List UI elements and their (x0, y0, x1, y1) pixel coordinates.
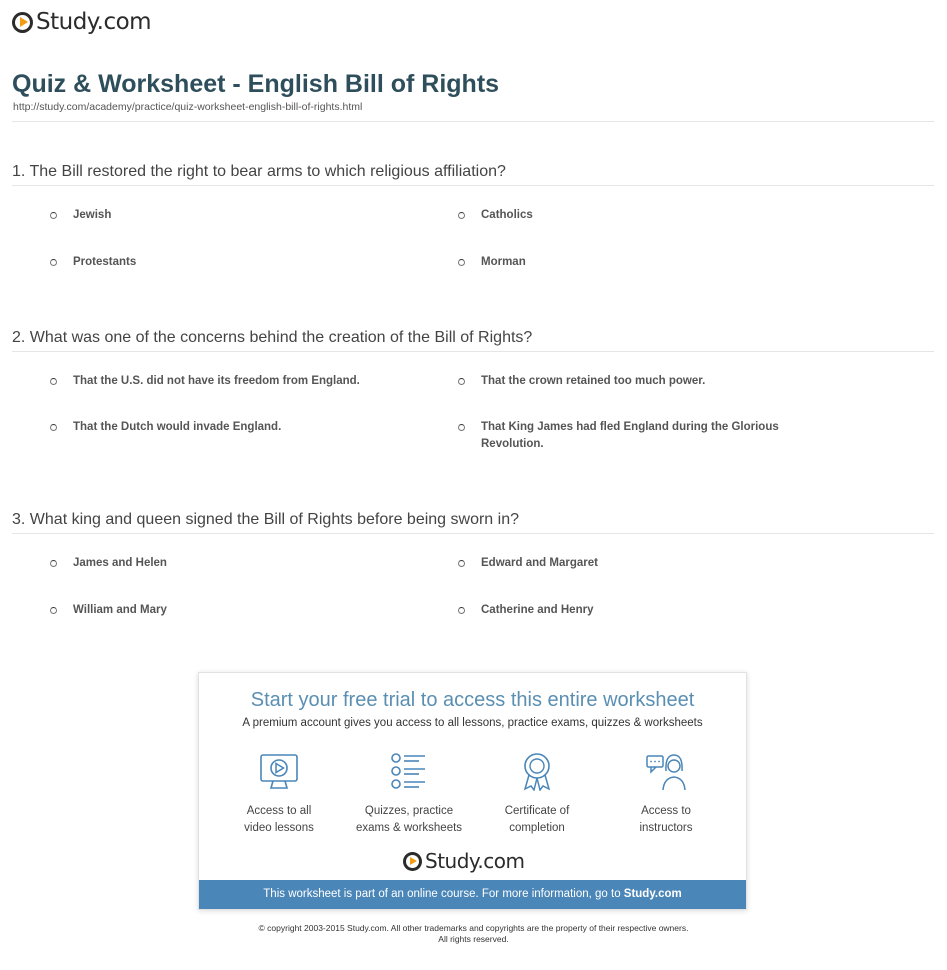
header-divider (12, 121, 934, 122)
option-label[interactable]: Edward and Margaret (481, 557, 598, 569)
certificate-ribbon-icon (517, 751, 557, 791)
free-trial-promo[interactable] (198, 672, 747, 910)
question-3-divider (12, 533, 934, 534)
option-radio[interactable] (458, 424, 465, 431)
option-radio[interactable] (50, 607, 57, 614)
promo-footer-link[interactable]: Study.com (623, 888, 682, 900)
option-label[interactable]: Morman (481, 256, 526, 268)
question-3-text: 3. What king and queen signed the Bill of Rights before being sworn in? (12, 511, 519, 528)
feature-label: Quizzes, practice exams & worksheets (355, 805, 463, 834)
feature-label: Access to instructors (639, 805, 693, 834)
option-radio[interactable] (50, 259, 57, 266)
option-label[interactable]: Jewish (73, 209, 112, 221)
play-circle-icon (403, 852, 422, 871)
option-label[interactable]: That the Dutch would invade England. (73, 421, 282, 433)
option-radio[interactable] (458, 259, 465, 266)
promo-subtitle: A premium account gives you access to all lessons, practice exams, quizzes & worksheets (242, 717, 703, 729)
option-radio[interactable] (458, 560, 465, 567)
feature-quizzes (339, 751, 479, 837)
question-1-divider (12, 185, 934, 186)
question-2-divider (12, 351, 934, 352)
page-title: Quiz & Worksheet - English Bill of Rights (12, 70, 500, 98)
instructor-chat-icon (646, 751, 686, 791)
quiz-list-icon (389, 751, 429, 791)
option-label[interactable]: James and Helen (73, 557, 167, 569)
page-url: http://study.com/academy/practice/quiz-worksheet-english-bill-of-rights.html (13, 101, 363, 113)
option-label[interactable]: Protestants (73, 256, 137, 268)
feature-label: Access to all video lessons (244, 805, 314, 834)
promo-studycom-logo[interactable] (403, 849, 524, 873)
promo-footer-text: This worksheet is part of an online course. For more information, go to (263, 888, 624, 900)
feature-video-lessons (209, 751, 349, 837)
play-circle-icon (12, 12, 33, 33)
option-label[interactable]: That the crown retained too much power. (481, 375, 706, 387)
studycom-logo[interactable] (12, 9, 151, 35)
option-label[interactable]: William and Mary (73, 604, 167, 616)
option-label[interactable]: Catholics (481, 209, 533, 221)
option-radio[interactable] (50, 212, 57, 219)
question-2-text: 2. What was one of the concerns behind the creation of the Bill of Rights? (12, 329, 533, 346)
option-radio[interactable] (458, 378, 465, 385)
promo-title[interactable]: Start your free trial to access this entire worksheet (250, 689, 695, 711)
logo-wordmark: Study.com (425, 849, 525, 873)
copyright-notice (0, 923, 947, 945)
option-radio[interactable] (50, 378, 57, 385)
logo-wordmark: Study.com (36, 9, 152, 35)
feature-instructors (596, 751, 736, 837)
option-label[interactable]: That the U.S. did not have its freedom from England. (73, 375, 360, 387)
video-lesson-icon (259, 751, 299, 791)
option-radio[interactable] (458, 607, 465, 614)
option-radio[interactable] (458, 212, 465, 219)
copyright-line: © copyright 2003-2015 Study.com. All other trademarks and copyrights are the property of their respective owners. (258, 923, 689, 933)
copyright-line: All rights reserved. (438, 934, 509, 944)
option-label[interactable]: Catherine and Henry (481, 604, 594, 616)
option-label[interactable]: That King James had fled England during the Glorious Revolution. (481, 421, 779, 450)
promo-footer-bar (199, 880, 746, 909)
option-radio[interactable] (50, 560, 57, 567)
option-radio[interactable] (50, 424, 57, 431)
feature-label: Certificate of completion (504, 805, 570, 834)
question-1-text: 1. The Bill restored the right to bear arms to which religious affiliation? (12, 163, 506, 180)
feature-certificate (467, 751, 607, 837)
